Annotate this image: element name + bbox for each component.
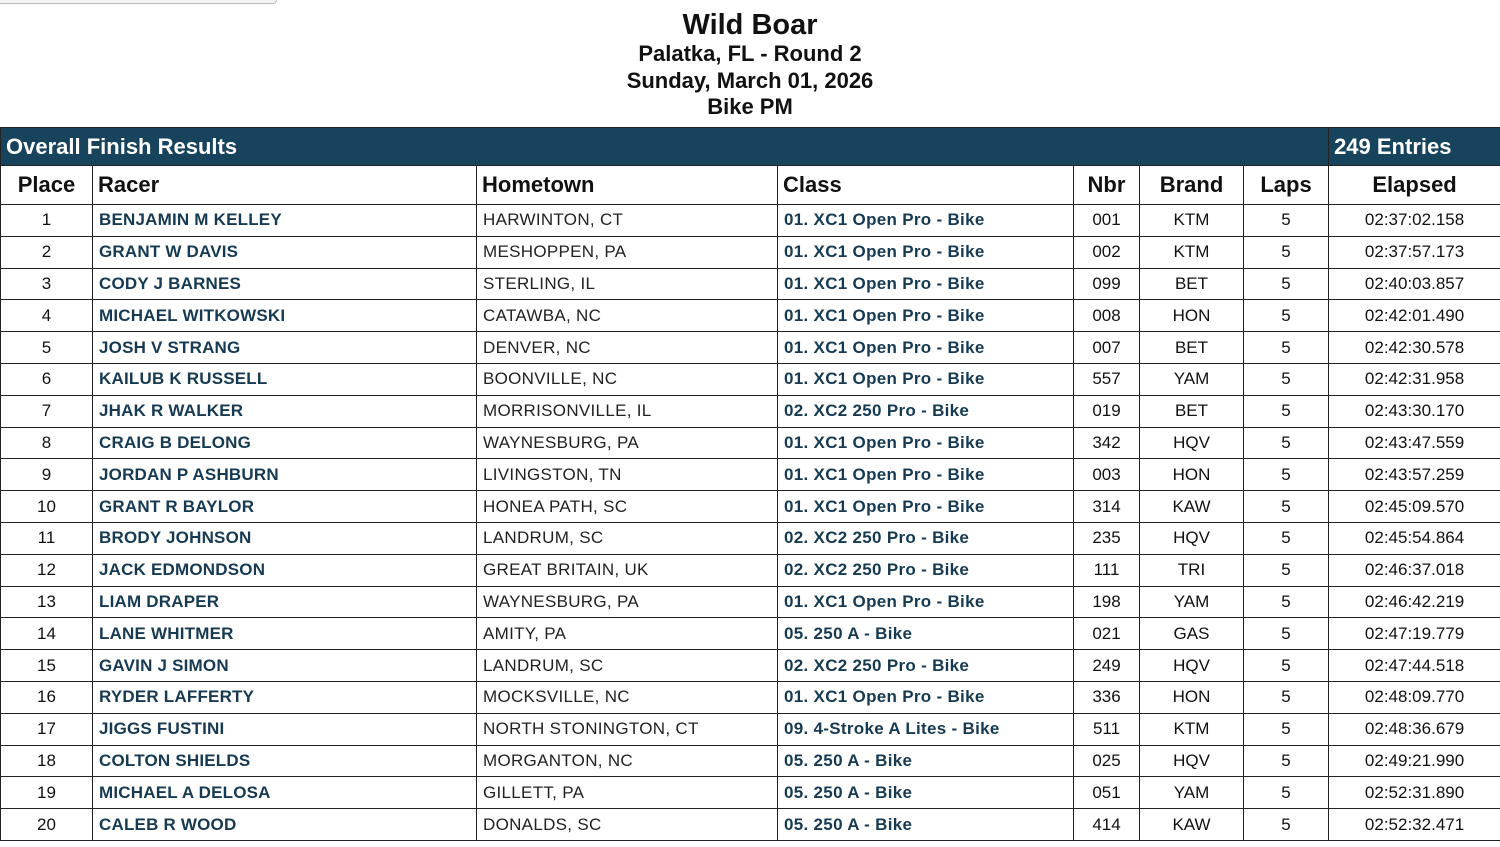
elapsed-time: 02:37:02.158: [1329, 205, 1500, 237]
brand-cell: HQV: [1140, 745, 1244, 777]
class-name[interactable]: 01. XC1 Open Pro - Bike: [778, 332, 1074, 364]
class-name[interactable]: 02. XC2 250 Pro - Bike: [778, 522, 1074, 554]
laps-cell: 5: [1244, 650, 1329, 682]
racer-name[interactable]: BENJAMIN M KELLEY: [93, 205, 477, 237]
class-name[interactable]: 01. XC1 Open Pro - Bike: [778, 491, 1074, 523]
class-name[interactable]: 05. 250 A - Bike: [778, 809, 1074, 841]
hometown-cell: CATAWBA, NC: [477, 300, 778, 332]
bike-number: 198: [1074, 586, 1140, 618]
brand-cell: HQV: [1140, 427, 1244, 459]
elapsed-time: 02:48:36.679: [1329, 713, 1500, 745]
table-row: [1, 491, 1500, 523]
laps-cell: 5: [1244, 809, 1329, 841]
table-row: [1, 586, 1500, 618]
place-cell: 19: [1, 777, 93, 809]
event-session: Bike PM: [707, 94, 793, 119]
racer-name[interactable]: GRANT W DAVIS: [93, 236, 477, 268]
place-cell: 12: [1, 554, 93, 586]
table-row: [1, 332, 1500, 364]
elapsed-time: 02:42:31.958: [1329, 363, 1500, 395]
table-row: [1, 300, 1500, 332]
hometown-cell: DONALDS, SC: [477, 809, 778, 841]
table-row: [1, 427, 1500, 459]
laps-cell: 5: [1244, 618, 1329, 650]
brand-cell: KAW: [1140, 491, 1244, 523]
elapsed-time: 02:43:47.559: [1329, 427, 1500, 459]
bike-number: 557: [1074, 363, 1140, 395]
place-cell: 10: [1, 491, 93, 523]
col-elapsed: Elapsed: [1329, 166, 1500, 205]
laps-cell: 5: [1244, 332, 1329, 364]
hometown-cell: STERLING, IL: [477, 268, 778, 300]
elapsed-time: 02:47:19.779: [1329, 618, 1500, 650]
bike-number: 019: [1074, 395, 1140, 427]
class-name[interactable]: 01. XC1 Open Pro - Bike: [778, 300, 1074, 332]
event-header: [0, 0, 1500, 121]
table-row: [1, 745, 1500, 777]
racer-name[interactable]: MICHAEL WITKOWSKI: [93, 300, 477, 332]
racer-name[interactable]: LIAM DRAPER: [93, 586, 477, 618]
racer-name[interactable]: JIGGS FUSTINI: [93, 713, 477, 745]
place-cell: 18: [1, 745, 93, 777]
racer-name[interactable]: LANE WHITMER: [93, 618, 477, 650]
laps-cell: 5: [1244, 300, 1329, 332]
elapsed-time: 02:47:44.518: [1329, 650, 1500, 682]
place-cell: 4: [1, 300, 93, 332]
laps-cell: 5: [1244, 586, 1329, 618]
elapsed-time: 02:48:09.770: [1329, 681, 1500, 713]
place-cell: 3: [1, 268, 93, 300]
hometown-cell: AMITY, PA: [477, 618, 778, 650]
brand-cell: KTM: [1140, 205, 1244, 237]
brand-cell: HON: [1140, 459, 1244, 491]
bike-number: 111: [1074, 554, 1140, 586]
brand-cell: HON: [1140, 300, 1244, 332]
table-row: [1, 554, 1500, 586]
brand-cell: HON: [1140, 681, 1244, 713]
elapsed-time: 02:42:30.578: [1329, 332, 1500, 364]
bike-number: 007: [1074, 332, 1140, 364]
laps-cell: 5: [1244, 268, 1329, 300]
brand-cell: GAS: [1140, 618, 1244, 650]
hometown-cell: GILLETT, PA: [477, 777, 778, 809]
class-name[interactable]: 09. 4-Stroke A Lites - Bike: [778, 713, 1074, 745]
table-row: [1, 522, 1500, 554]
bike-number: 511: [1074, 713, 1140, 745]
col-racer: Racer: [93, 166, 477, 205]
bike-number: 051: [1074, 777, 1140, 809]
table-row: [1, 205, 1500, 237]
place-cell: 7: [1, 395, 93, 427]
hometown-cell: MORRISONVILLE, IL: [477, 395, 778, 427]
place-cell: 6: [1, 363, 93, 395]
table-row: [1, 363, 1500, 395]
laps-cell: 5: [1244, 681, 1329, 713]
hometown-cell: NORTH STONINGTON, CT: [477, 713, 778, 745]
table-row: [1, 809, 1500, 841]
elapsed-time: 02:42:01.490: [1329, 300, 1500, 332]
racer-name[interactable]: RYDER LAFFERTY: [93, 681, 477, 713]
elapsed-time: 02:40:03.857: [1329, 268, 1500, 300]
bike-number: 002: [1074, 236, 1140, 268]
racer-name[interactable]: JORDAN P ASHBURN: [93, 459, 477, 491]
brand-cell: YAM: [1140, 363, 1244, 395]
class-name[interactable]: 05. 250 A - Bike: [778, 618, 1074, 650]
place-cell: 2: [1, 236, 93, 268]
col-nbr: Nbr: [1074, 166, 1140, 205]
laps-cell: 5: [1244, 777, 1329, 809]
class-name[interactable]: 02. XC2 250 Pro - Bike: [778, 554, 1074, 586]
col-place: Place: [1, 166, 93, 205]
hometown-cell: HARWINTON, CT: [477, 205, 778, 237]
racer-name[interactable]: CALEB R WOOD: [93, 809, 477, 841]
laps-cell: 5: [1244, 236, 1329, 268]
class-name[interactable]: 01. XC1 Open Pro - Bike: [778, 459, 1074, 491]
elapsed-time: 02:52:31.890: [1329, 777, 1500, 809]
bike-number: 336: [1074, 681, 1140, 713]
place-cell: 13: [1, 586, 93, 618]
laps-cell: 5: [1244, 459, 1329, 491]
place-cell: 5: [1, 332, 93, 364]
table-row: [1, 650, 1500, 682]
class-name[interactable]: 01. XC1 Open Pro - Bike: [778, 586, 1074, 618]
results-body: [1, 205, 1500, 841]
place-cell: 15: [1, 650, 93, 682]
event-title: Wild Boar: [682, 9, 818, 41]
elapsed-time: 02:46:42.219: [1329, 586, 1500, 618]
laps-cell: 5: [1244, 745, 1329, 777]
event-date: Sunday, March 01, 2026: [626, 67, 874, 93]
brand-cell: BET: [1140, 268, 1244, 300]
brand-cell: HQV: [1140, 650, 1244, 682]
brand-cell: TRI: [1140, 554, 1244, 586]
racer-name[interactable]: CODY J BARNES: [93, 268, 477, 300]
hometown-cell: HONEA PATH, SC: [477, 491, 778, 523]
class-name[interactable]: 01. XC1 Open Pro - Bike: [778, 205, 1074, 237]
bike-number: 001: [1074, 205, 1140, 237]
table-row: [1, 777, 1500, 809]
brand-cell: KTM: [1140, 236, 1244, 268]
hometown-cell: LANDRUM, SC: [477, 650, 778, 682]
racer-name[interactable]: KAILUB K RUSSELL: [93, 363, 477, 395]
brand-cell: BET: [1140, 332, 1244, 364]
laps-cell: 5: [1244, 554, 1329, 586]
bike-number: 342: [1074, 427, 1140, 459]
place-cell: 11: [1, 522, 93, 554]
elapsed-time: 02:49:21.990: [1329, 745, 1500, 777]
racer-name[interactable]: GAVIN J SIMON: [93, 650, 477, 682]
event-location: Palatka, FL - Round 2: [638, 41, 862, 66]
laps-cell: 5: [1244, 205, 1329, 237]
table-row: [1, 618, 1500, 650]
bike-number: 314: [1074, 491, 1140, 523]
racer-name[interactable]: BRODY JOHNSON: [93, 522, 477, 554]
class-name[interactable]: 01. XC1 Open Pro - Bike: [778, 236, 1074, 268]
hometown-cell: MORGANTON, NC: [477, 745, 778, 777]
bike-number: 021: [1074, 618, 1140, 650]
bike-number: 025: [1074, 745, 1140, 777]
bike-number: 249: [1074, 650, 1140, 682]
entries-count: 249 Entries: [1329, 128, 1500, 166]
place-cell: 1: [1, 205, 93, 237]
table-row: [1, 713, 1500, 745]
racer-name[interactable]: JHAK R WALKER: [93, 395, 477, 427]
class-name[interactable]: 05. 250 A - Bike: [778, 745, 1074, 777]
elapsed-time: 02:46:37.018: [1329, 554, 1500, 586]
laps-cell: 5: [1244, 491, 1329, 523]
elapsed-time: 02:43:57.259: [1329, 459, 1500, 491]
elapsed-time: 02:45:09.570: [1329, 491, 1500, 523]
brand-cell: KTM: [1140, 713, 1244, 745]
brand-cell: YAM: [1140, 777, 1244, 809]
class-name[interactable]: 05. 250 A - Bike: [778, 777, 1074, 809]
racer-name[interactable]: GRANT R BAYLOR: [93, 491, 477, 523]
class-name[interactable]: 01. XC1 Open Pro - Bike: [778, 268, 1074, 300]
racer-name[interactable]: MICHAEL A DELOSA: [93, 777, 477, 809]
table-row: [1, 395, 1500, 427]
results-title: Overall Finish Results: [1, 128, 1329, 166]
brand-cell: HQV: [1140, 522, 1244, 554]
hometown-cell: GREAT BRITAIN, UK: [477, 554, 778, 586]
laps-cell: 5: [1244, 363, 1329, 395]
place-cell: 17: [1, 713, 93, 745]
elapsed-time: 02:43:30.170: [1329, 395, 1500, 427]
place-cell: 9: [1, 459, 93, 491]
place-cell: 20: [1, 809, 93, 841]
laps-cell: 5: [1244, 395, 1329, 427]
hometown-cell: MOCKSVILLE, NC: [477, 681, 778, 713]
class-name[interactable]: 02. XC2 250 Pro - Bike: [778, 650, 1074, 682]
class-name[interactable]: 01. XC1 Open Pro - Bike: [778, 681, 1074, 713]
racer-name[interactable]: JACK EDMONDSON: [93, 554, 477, 586]
bike-number: 003: [1074, 459, 1140, 491]
place-cell: 8: [1, 427, 93, 459]
place-cell: 16: [1, 681, 93, 713]
class-name[interactable]: 02. XC2 250 Pro - Bike: [778, 395, 1074, 427]
hometown-cell: MESHOPPEN, PA: [477, 236, 778, 268]
bike-number: 235: [1074, 522, 1140, 554]
hometown-cell: WAYNESBURG, PA: [477, 427, 778, 459]
col-hometown: Hometown: [477, 166, 778, 205]
brand-cell: YAM: [1140, 586, 1244, 618]
class-name[interactable]: 01. XC1 Open Pro - Bike: [778, 363, 1074, 395]
bike-number: 008: [1074, 300, 1140, 332]
brand-cell: BET: [1140, 395, 1244, 427]
brand-cell: KAW: [1140, 809, 1244, 841]
laps-cell: 5: [1244, 427, 1329, 459]
bike-number: 414: [1074, 809, 1140, 841]
class-name[interactable]: 01. XC1 Open Pro - Bike: [778, 427, 1074, 459]
elapsed-time: 02:45:54.864: [1329, 522, 1500, 554]
elapsed-time: 02:37:57.173: [1329, 236, 1500, 268]
table-row: [1, 459, 1500, 491]
results-banner: [1, 128, 1500, 166]
laps-cell: 5: [1244, 522, 1329, 554]
racer-name[interactable]: CRAIG B DELONG: [93, 427, 477, 459]
col-class: Class: [778, 166, 1074, 205]
place-cell: 14: [1, 618, 93, 650]
hometown-cell: DENVER, NC: [477, 332, 778, 364]
table-row: [1, 268, 1500, 300]
hometown-cell: LIVINGSTON, TN: [477, 459, 778, 491]
racer-name[interactable]: JOSH V STRANG: [93, 332, 477, 364]
racer-name[interactable]: COLTON SHIELDS: [93, 745, 477, 777]
hometown-cell: BOONVILLE, NC: [477, 363, 778, 395]
table-row: [1, 681, 1500, 713]
hometown-cell: WAYNESBURG, PA: [477, 586, 778, 618]
elapsed-time: 02:52:32.471: [1329, 809, 1500, 841]
column-headers: [1, 166, 1500, 205]
laps-cell: 5: [1244, 713, 1329, 745]
col-laps: Laps: [1244, 166, 1329, 205]
table-row: [1, 236, 1500, 268]
col-brand: Brand: [1140, 166, 1244, 205]
results-table: [0, 127, 1500, 841]
hometown-cell: LANDRUM, SC: [477, 522, 778, 554]
bike-number: 099: [1074, 268, 1140, 300]
browser-tab-edge: [0, 0, 277, 4]
